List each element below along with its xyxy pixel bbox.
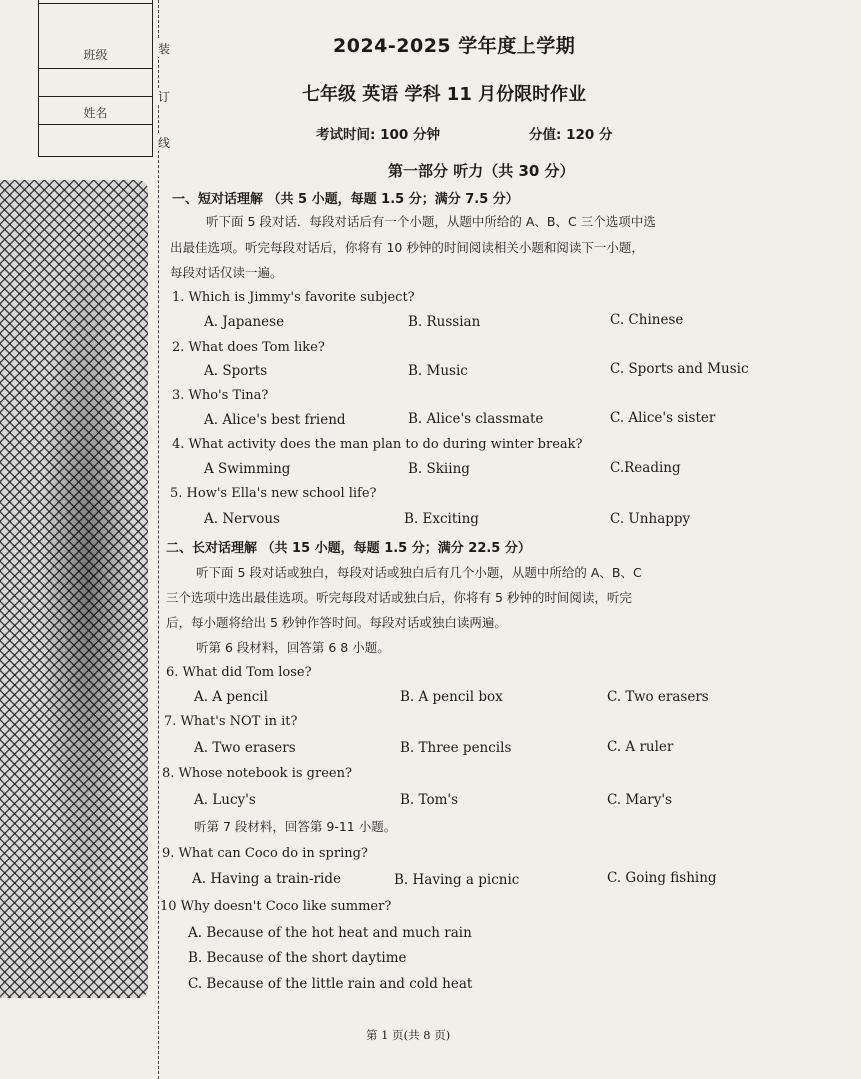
q10-option-a: A. Because of the hot heat and much rain <box>188 925 472 941</box>
info-row-blank <box>39 68 152 97</box>
q1-option-c: C. Chinese <box>610 312 684 328</box>
page-footer: 第 1 页(共 8 页) <box>366 1028 451 1042</box>
name-label: 姓名 <box>83 106 108 120</box>
q1-option-b: B. Russian <box>408 314 481 330</box>
student-info-table <box>38 0 153 157</box>
part-one-heading: 第一部分 听力（共 30 分） <box>388 162 575 180</box>
q9-option-b: B. Having a picnic <box>394 872 520 888</box>
q4-option-a: A Swimming <box>204 461 291 477</box>
binding-dash <box>158 0 159 1079</box>
q10-option-b: B. Because of the short daytime <box>188 950 407 966</box>
q7-option-b: B. Three pencils <box>400 740 512 756</box>
material-7-prompt: 听第 7 段材料，回答第 9-11 小题。 <box>194 819 397 834</box>
section-one-heading: 一、短对话理解 （共 5 小题，每题 1.5 分；满分 7.5 分） <box>172 192 519 207</box>
q3-option-a: A. Alice's best friend <box>204 412 346 428</box>
question-1: 1. Which is Jimmy's favorite subject? <box>172 290 415 305</box>
question-2: 2. What does Tom like? <box>172 340 325 355</box>
exam-score: 分值: 120 分 <box>529 127 613 143</box>
q6-option-a: A. A pencil <box>194 689 268 705</box>
info-row-name <box>39 96 152 125</box>
q4-option-c: C.Reading <box>610 460 681 476</box>
info-row-class <box>39 38 152 69</box>
question-8: 8. Whose notebook is green? <box>162 766 352 781</box>
question-10: 10 Why doesn't Coco like summer? <box>160 899 392 914</box>
q8-option-b: B. Tom's <box>400 792 459 808</box>
section-one-instr-line1: 听下面 5 段对话．每段对话后有一个小题，从题中所给的 A、B、C 三个选项中选 <box>206 214 656 229</box>
question-9: 9. What can Coco do in spring? <box>162 846 368 861</box>
binding-char-ding: 订 <box>158 90 171 104</box>
q6-option-c: C. Two erasers <box>607 689 709 705</box>
info-row-top <box>39 0 152 4</box>
q6-option-b: B. A pencil box <box>400 689 503 705</box>
exam-title: 2024-2025 学年度上学期 <box>333 35 576 57</box>
material-6-prompt: 听第 6 段材料，回答第 6 8 小题。 <box>196 640 390 655</box>
binding-char-zhuang: 装 <box>158 42 171 56</box>
q5-option-c: C. Unhappy <box>610 511 691 527</box>
question-5: 5. How's Ella's new school life? <box>170 486 377 501</box>
q3-option-c: C. Alice's sister <box>610 410 716 426</box>
q5-option-b: B. Exciting <box>404 511 479 527</box>
exam-subtitle: 七年级 英语 学科 11 月份限时作业 <box>302 84 587 105</box>
question-4: 4. What activity does the man plan to do during winter break? <box>172 437 583 452</box>
q2-option-a: A. Sports <box>204 363 268 379</box>
q2-option-c: C. Sports and Music <box>610 361 749 377</box>
question-6: 6. What did Tom lose? <box>166 665 312 680</box>
section-two-instr-line3: 后，每小题将给出 5 秒钟作答时间。每段对话或独白读两遍。 <box>166 615 507 630</box>
q9-option-c: C. Going fishing <box>607 870 717 886</box>
question-3: 3. Who's Tina? <box>172 388 269 403</box>
q3-option-b: B. Alice's classmate <box>408 411 544 427</box>
q10-option-c: C. Because of the little rain and cold heat <box>188 976 473 992</box>
exam-time: 考试时间: 100 分钟 <box>316 127 440 143</box>
q5-option-a: A. Nervous <box>204 511 280 527</box>
q7-option-c: C. A ruler <box>607 739 674 755</box>
q4-option-b: B. Skiing <box>408 461 470 477</box>
crosshatch-shadow <box>40 230 135 930</box>
q8-option-a: A. Lucy's <box>194 792 256 808</box>
q2-option-b: B. Music <box>408 363 468 379</box>
q1-option-a: A. Japanese <box>204 314 285 330</box>
class-label: 班级 <box>83 48 108 62</box>
q9-option-a: A. Having a train-ride <box>192 871 341 887</box>
section-one-instr-line2: 出最佳选项。听完每段对话后，你将有 10 秒钟的时间阅读相关小题和阅读下一小题， <box>170 240 644 255</box>
question-7: 7. What's NOT in it? <box>164 714 298 729</box>
binding-char-xian: 线 <box>158 136 171 150</box>
section-two-heading: 二、长对话理解 （共 15 小题，每题 1.5 分；满分 22.5 分） <box>166 541 531 556</box>
section-two-instr-line2: 三个选项中选出最佳选项。听完每段对话或独白后，你将有 5 秒钟的时间阅读，听完 <box>166 590 632 605</box>
q7-option-a: A. Two erasers <box>194 740 296 756</box>
q8-option-c: C. Mary's <box>607 792 673 808</box>
section-two-instr-line1: 听下面 5 段对话或独白，每段对话或独白后有几个小题，从题中所给的 A、B、C <box>196 565 642 580</box>
section-one-instr-line3: 每段对话仅读一遍。 <box>170 265 283 280</box>
